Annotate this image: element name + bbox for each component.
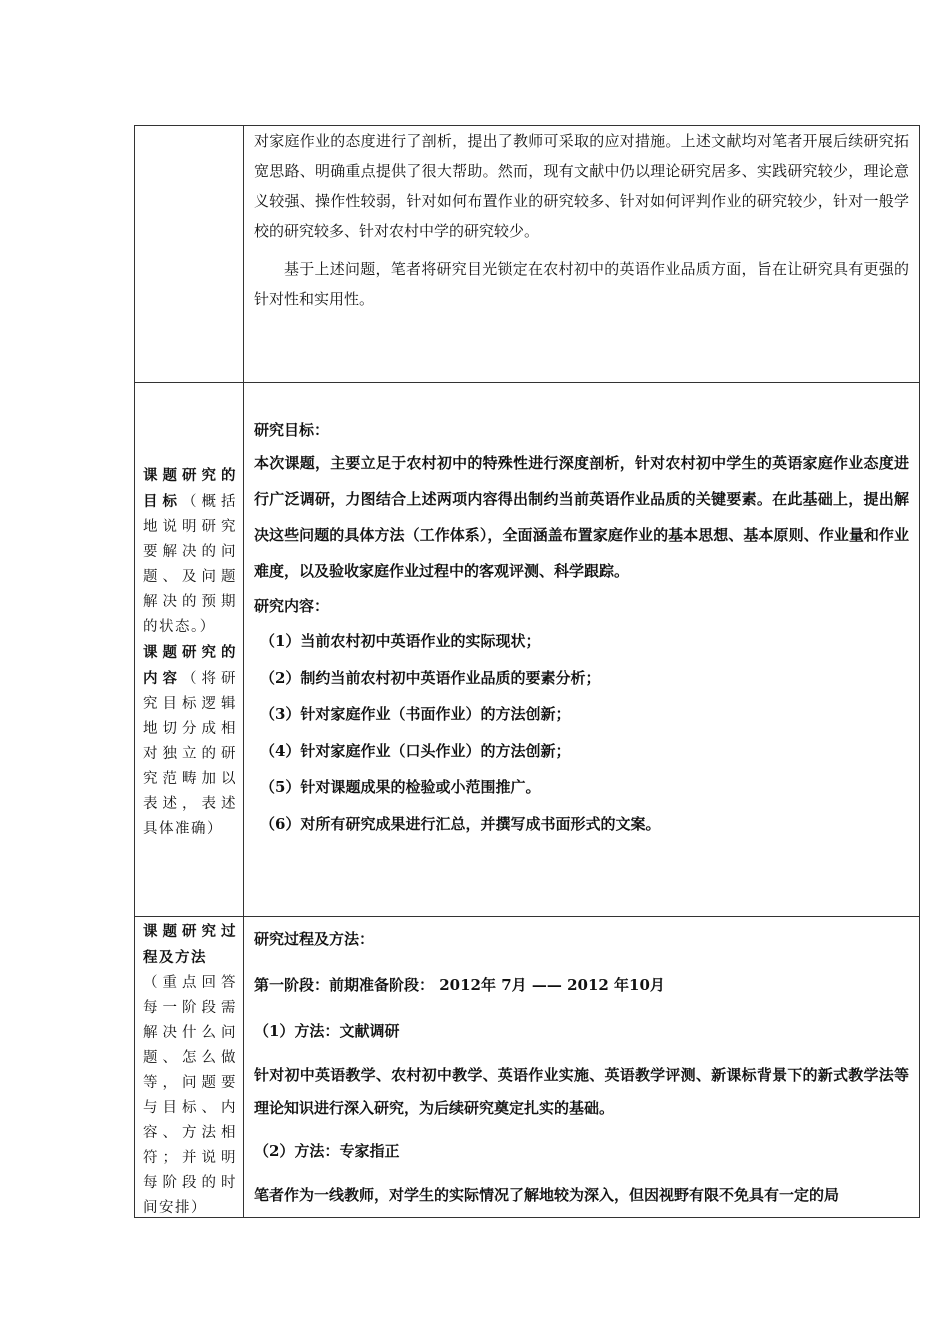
- goals-label-note: （概括地说明研究要解决的问题、及问题解决的预期的状态。）: [143, 494, 237, 635]
- literature-paragraph: 对家庭作业的态度进行了剖析，提出了教师可采取的应对措施。上述文献均对笔者开展后续研究拓宽思路、明确重点提供了很大帮助。然而，现有文献中仍以理论研究居多、实践研究较少，理论意义较强、操作性较弱，针对如何布置作业的研究较多、针对如何评判作业的研究较少，针对一般学校的研究较多、针对农村中学的研究较少。: [254, 132, 909, 240]
- content-item: （1）当前农村初中英语作业的实际现状；: [260, 632, 541, 650]
- content-heading: 研究内容：: [254, 597, 330, 615]
- content-label-note: （将研究目标逻辑地切分成相对独立的研究范畴加以表述，表述具体准确）: [143, 671, 237, 837]
- content-item: （2）制约当前农村初中英语作业品质的要素分析；: [260, 668, 601, 687]
- method-one-text: 针对初中英语教学、农村初中教学、英语作业实施、英语教学评测、新课标背景下的新式教学法等理论知识进行深入研究，为后续研究奠定扎实的基础。: [254, 1066, 909, 1117]
- method-two-title: （2）方法：专家指正: [254, 1142, 400, 1160]
- form-table: [134, 125, 920, 1218]
- goals-label-title: 课题研究的目标: [143, 467, 237, 510]
- content-item: （4）针对家庭作业（口头作业）的方法创新；: [260, 741, 571, 760]
- process-label-title: 课题研究过程及方法: [143, 923, 237, 966]
- content-label-title: 课题研究的内容: [143, 644, 237, 687]
- literature-label-cell: [135, 126, 244, 382]
- content-item: （6）对所有研究成果进行汇总，并撰写成书面形式的文案。: [260, 814, 661, 833]
- process-heading: 研究过程及方法：: [254, 930, 375, 948]
- content-item: （3）针对家庭作业（书面作业）的方法创新；: [260, 705, 571, 723]
- goal-text: 本次课题，主要立足于农村初中的特殊性进行深度剖析，针对农村初中学生的英语家庭作业态度进行广泛调研，力图结合上述两项内容得出制约当前英语作业品质的关键要素。在此基础上，提出解决这些问题的具体方法（工作体系），全面涵盖布置家庭作业的基本思想、基本原则、作业量和作业难度，以及验收家庭作业过程中的客观评测、科学跟踪。: [254, 454, 909, 580]
- literature-conclusion: 基于上述问题，笔者将研究目光锁定在农村初中的英语作业品质方面，旨在让研究具有更强的针对性和实用性。: [254, 260, 909, 308]
- content-item: （5）针对课题成果的检验或小范围推广。: [260, 778, 541, 796]
- goals-row: [135, 382, 919, 916]
- method-one-title: （1）方法：文献调研: [254, 1022, 400, 1040]
- goals-content-cell: [244, 383, 919, 916]
- goals-label-cell: [135, 383, 244, 916]
- goal-heading: 研究目标：: [254, 421, 330, 439]
- method-two-text: 笔者作为一线教师，对学生的实际情况了解地较为深入，但因视野有限不免具有一定的局: [254, 1186, 840, 1204]
- process-label-cell: [135, 917, 244, 1217]
- process-label-note: （重点回答每一阶段需解决什么问题、怎么做等，问题要与目标、内容、方法相符；并说明每阶段的时间安排）: [143, 975, 237, 1216]
- stage-one-title: 第一阶段：前期准备阶段： 2012年 7月 —— 2012 年10月: [254, 976, 665, 994]
- process-content-cell: [244, 917, 919, 1217]
- literature-row: [135, 126, 919, 382]
- literature-content-cell: [244, 126, 919, 382]
- process-row: [135, 916, 919, 1217]
